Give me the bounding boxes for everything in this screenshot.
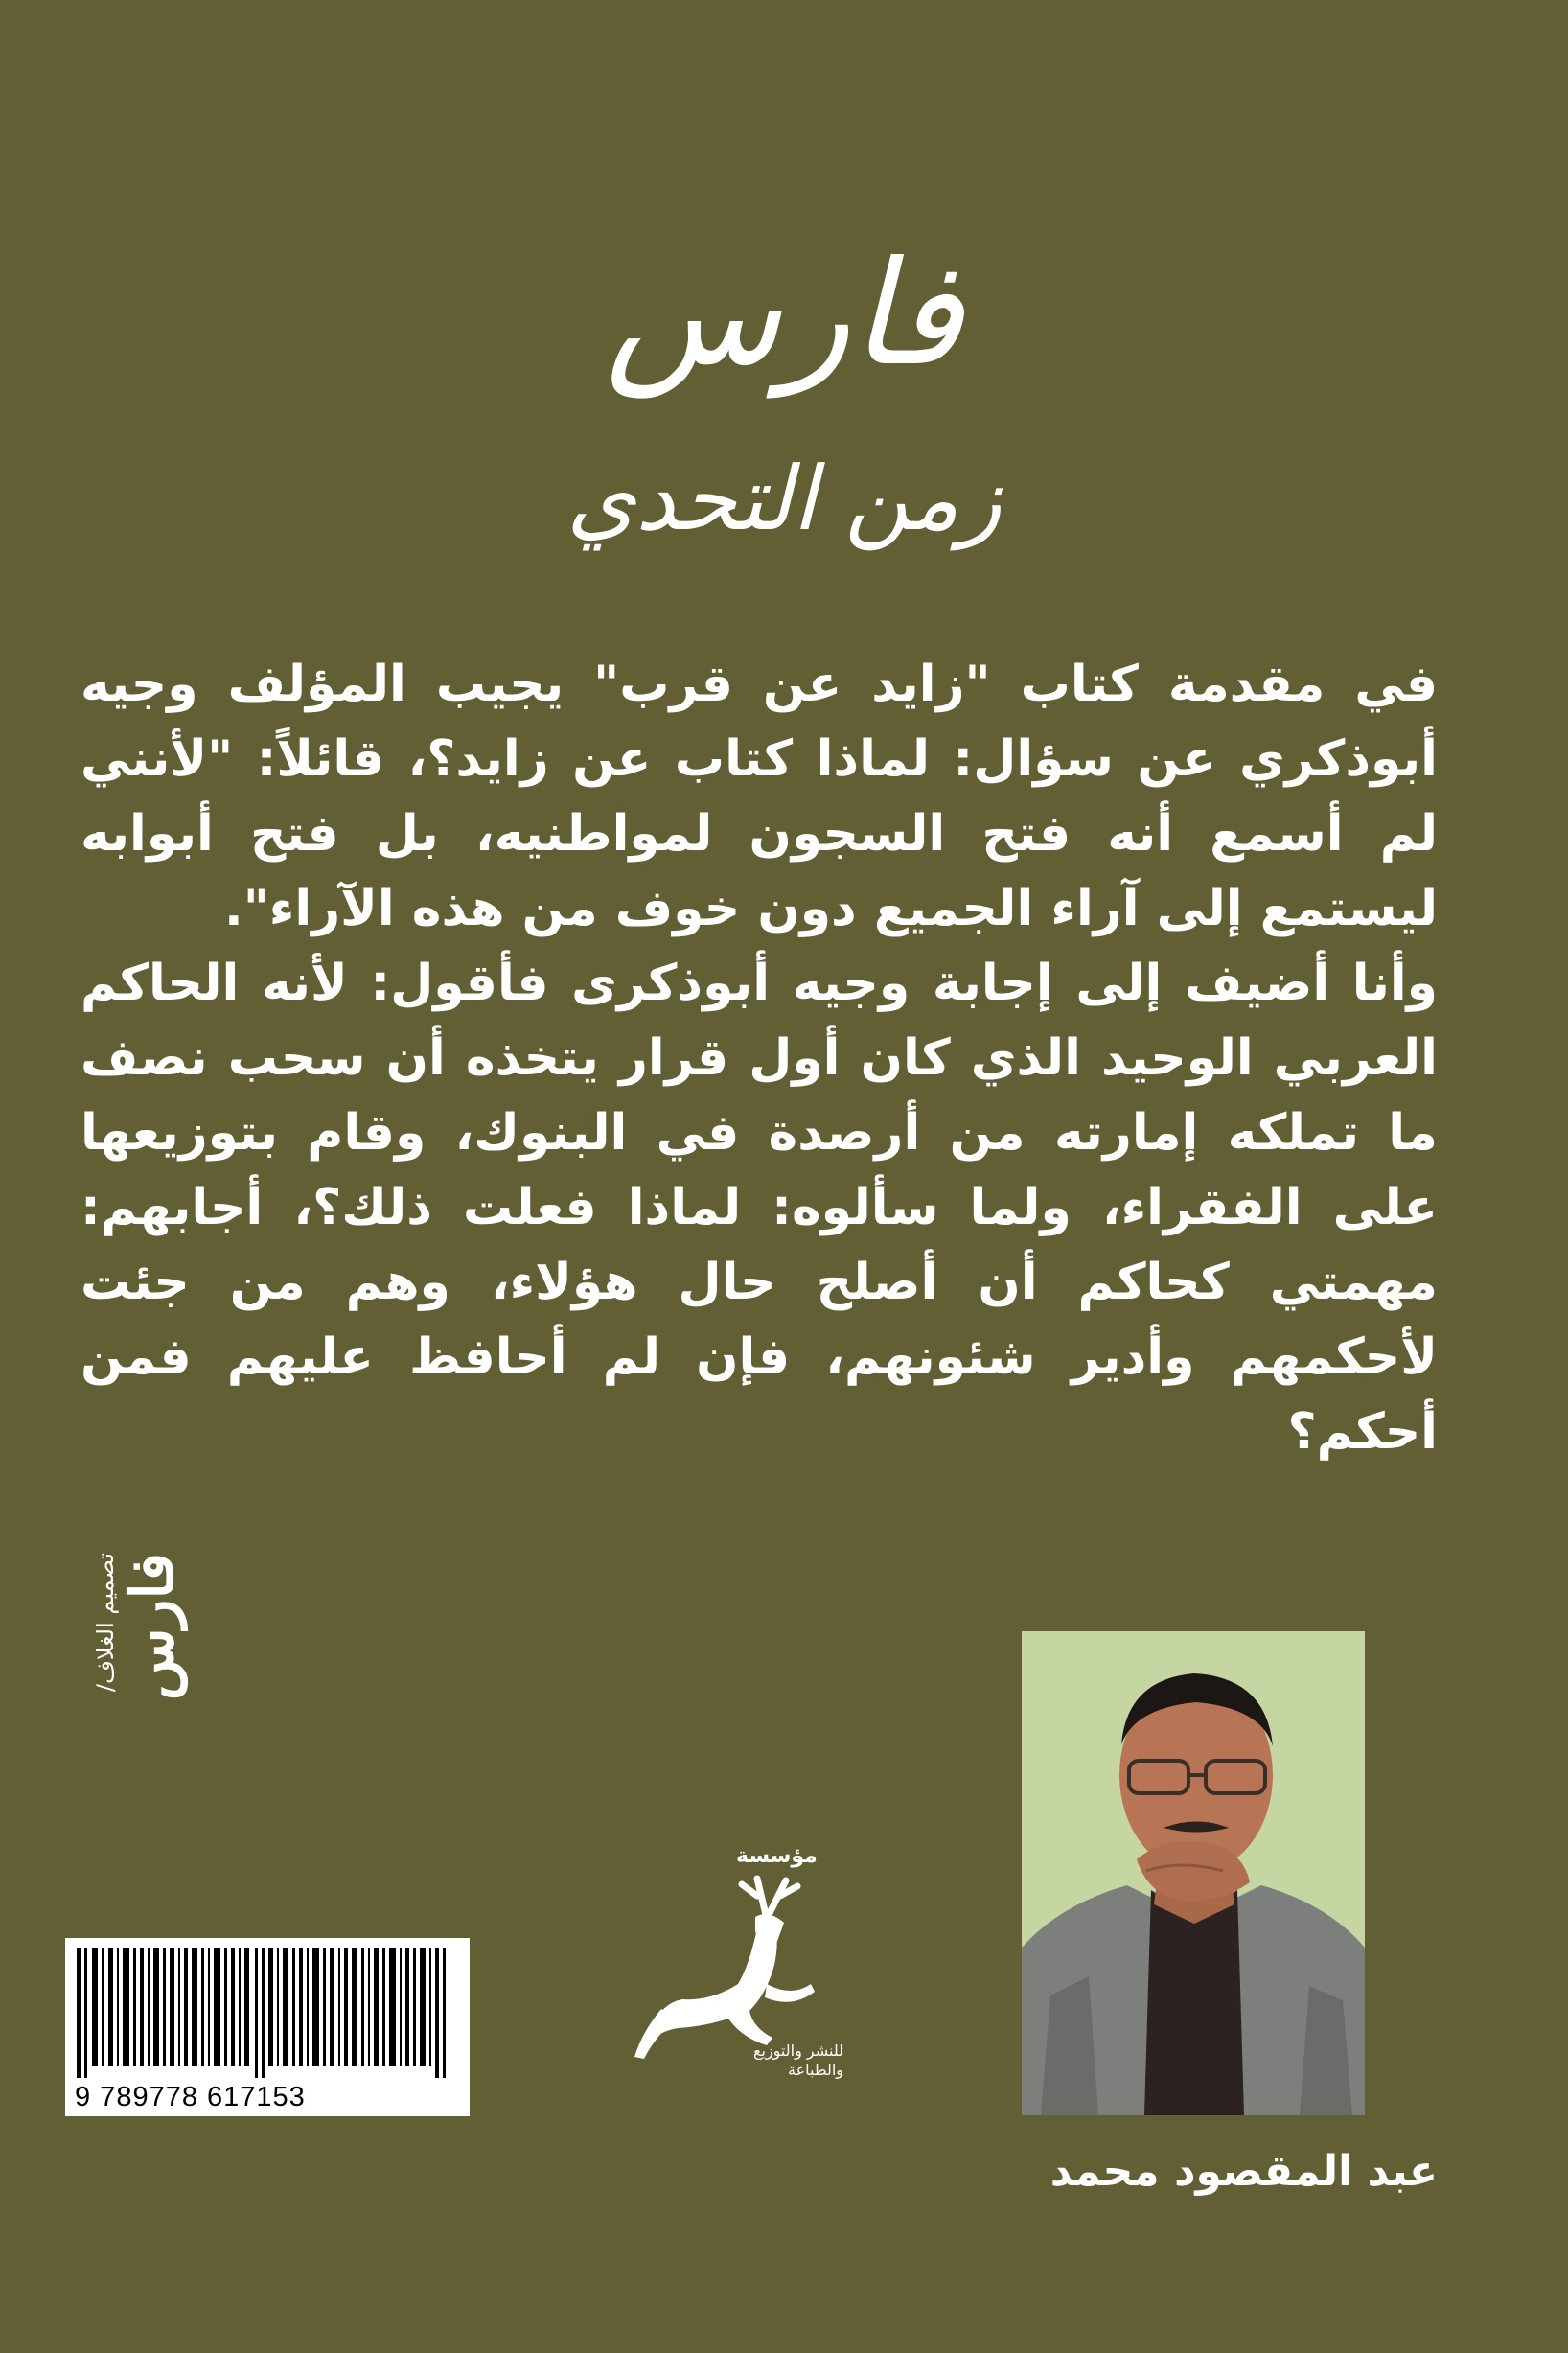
designer-name: فارس [117, 1553, 187, 1701]
publisher-prefix: مؤسسة [736, 1844, 818, 1868]
publisher-logo [623, 1840, 843, 2089]
publisher-tagline: للنشر والتوزيع والطباعة [752, 2042, 843, 2079]
blurb-paragraph-1: في مقدمة كتاب "زايد عن قرب" يجيب المؤلف وجيه أبوذكري عن سؤال: لماذا كتاب عن زايد؟، قائلاً: "لأنني لم أسمع أنه فتح السجون لمواطنيه، بل فتح أبوابه ليستمع إلى آراء الجميع دون خوف من هذه الآراء". [81, 656, 1438, 937]
blurb-paragraph-2: وأنا أضيف إلى إجابة وجيه أبوذكرى فأقول: لأنه الحاكم العربي الوحيد الذي كان أول قرار يتخذه أن سحب نصف ما تملكه إمارته من أرصدة في البنوك، وقام بتوزيعها على الفقراء، ولما سألوه: لماذا فعلت ذلك؟، أجابهم: مهمتي كحاكم أن أصلح حال هؤلاء، وهم من جئت لأحكمهم وأدير شئونهم، فإن لم أحافظ عليهم فمن أحكم؟ [81, 955, 1438, 1461]
book-subtitle: زمن التحدي [565, 448, 1003, 550]
isbn-number: 9 789778 617153 [75, 2082, 306, 2112]
book-blurb [81, 647, 1438, 1469]
cover-designer-credit [71, 1553, 205, 1773]
book-title: فارس [605, 231, 963, 398]
isbn-barcode [65, 1938, 470, 2116]
author-photo [1022, 1631, 1365, 2115]
designer-label: تصميم الغلاف/ [92, 1553, 119, 1693]
barcode-bars [77, 1948, 458, 2078]
author-portrait-image [1022, 1631, 1365, 2115]
author-name: عبد المقصود محمد [1049, 2147, 1438, 2196]
